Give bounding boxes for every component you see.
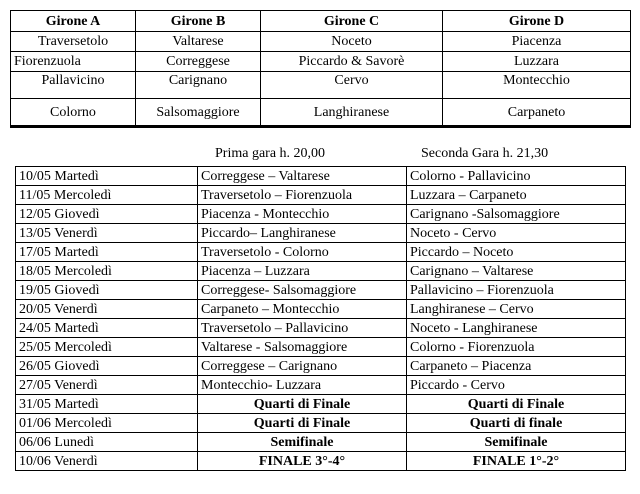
match-row <box>16 186 626 205</box>
groups-row <box>11 99 631 127</box>
groups-header-row <box>11 11 631 32</box>
match-row <box>16 167 626 186</box>
second-match-cell: Quarti di Finale <box>407 395 626 414</box>
date-cell: 24/05 Martedì <box>16 319 198 338</box>
schedule-table <box>15 166 626 471</box>
match-row <box>16 224 626 243</box>
match-row <box>16 243 626 262</box>
date-cell: 01/06 Mercoledì <box>16 414 198 433</box>
second-match-cell: Luzzara – Carpaneto <box>407 186 626 205</box>
final-row <box>16 395 626 414</box>
team-cell: Pallavicino <box>11 72 136 99</box>
first-match-cell: Piacenza – Luzzara <box>198 262 407 281</box>
date-cell: 12/05 Giovedì <box>16 205 198 224</box>
second-match-cell: Semifinale <box>407 433 626 452</box>
date-cell: 18/05 Mercoledì <box>16 262 198 281</box>
second-match-header: Seconda Gara h. 21,30 <box>421 146 549 161</box>
second-match-cell: Carpaneto – Piacenza <box>407 357 626 376</box>
final-row <box>16 433 626 452</box>
date-cell: 27/05 Venerdì <box>16 376 198 395</box>
second-match-cell: Noceto - Cervo <box>407 224 626 243</box>
first-match-cell: Traversetolo – Pallavicino <box>198 319 407 338</box>
date-cell: 06/06 Lunedì <box>16 433 198 452</box>
team-cell: Piacenza <box>443 32 631 52</box>
team-cell: Piccardo & Savorè <box>261 52 443 72</box>
team-cell: Fiorenzuola <box>11 52 136 72</box>
second-match-cell: Pallavicino – Fiorenzuola <box>407 281 626 300</box>
first-match-cell: Quarti di Finale <box>198 414 407 433</box>
team-cell: Salsomaggiore <box>136 99 261 127</box>
second-match-cell: Carignano -Salsomaggiore <box>407 205 626 224</box>
second-match-cell: Colorno - Pallavicino <box>407 167 626 186</box>
second-match-cell: Langhiranese – Cervo <box>407 300 626 319</box>
group-header: Girone A <box>11 11 136 32</box>
date-cell: 17/05 Martedì <box>16 243 198 262</box>
first-match-cell: Piacenza - Montecchio <box>198 205 407 224</box>
second-match-cell: FINALE 1°-2° <box>407 452 626 471</box>
team-cell: Luzzara <box>443 52 631 72</box>
match-row <box>16 357 626 376</box>
team-cell: Colorno <box>11 99 136 127</box>
first-match-cell: Correggese – Carignano <box>198 357 407 376</box>
second-match-cell: Piccardo – Noceto <box>407 243 626 262</box>
team-cell: Traversetolo <box>11 32 136 52</box>
first-match-cell: Quarti di Finale <box>198 395 407 414</box>
team-cell: Carpaneto <box>443 99 631 127</box>
first-match-cell: Carpaneto – Montecchio <box>198 300 407 319</box>
group-header: Girone B <box>136 11 261 32</box>
date-cell: 25/05 Mercoledì <box>16 338 198 357</box>
team-cell: Correggese <box>136 52 261 72</box>
first-match-cell: Piccardo– Langhiranese <box>198 224 407 243</box>
date-cell: 11/05 Mercoledì <box>16 186 198 205</box>
first-match-cell: Traversetolo - Colorno <box>198 243 407 262</box>
first-match-cell: Correggese – Valtarese <box>198 167 407 186</box>
team-cell: Valtarese <box>136 32 261 52</box>
match-row <box>16 338 626 357</box>
date-cell: 31/05 Martedì <box>16 395 198 414</box>
second-match-cell: Piccardo - Cervo <box>407 376 626 395</box>
group-header: Girone D <box>443 11 631 32</box>
match-row <box>16 376 626 395</box>
second-match-cell: Carignano – Valtarese <box>407 262 626 281</box>
date-cell: 19/05 Giovedì <box>16 281 198 300</box>
date-cell: 20/05 Venerdì <box>16 300 198 319</box>
date-cell: 10/05 Martedì <box>16 167 198 186</box>
match-row <box>16 205 626 224</box>
date-cell: 26/05 Giovedì <box>16 357 198 376</box>
team-cell: Montecchio <box>443 72 631 99</box>
groups-row <box>11 52 631 72</box>
match-row <box>16 262 626 281</box>
first-match-cell: Correggese- Salsomaggiore <box>198 281 407 300</box>
first-match-cell: FINALE 3°-4° <box>198 452 407 471</box>
team-cell: Noceto <box>261 32 443 52</box>
second-match-cell: Quarti di finale <box>407 414 626 433</box>
groups-row <box>11 32 631 52</box>
first-match-cell: Valtarese - Salsomaggiore <box>198 338 407 357</box>
match-row <box>16 319 626 338</box>
team-cell: Langhiranese <box>261 99 443 127</box>
date-cell: 13/05 Venerdì <box>16 224 198 243</box>
first-match-header: Prima gara h. 20,00 <box>215 146 326 161</box>
final-row <box>16 452 626 471</box>
match-row <box>16 281 626 300</box>
team-cell: Cervo <box>261 72 443 99</box>
second-match-cell: Noceto - Langhiranese <box>407 319 626 338</box>
date-cell: 10/06 Venerdì <box>16 452 198 471</box>
match-row <box>16 300 626 319</box>
first-match-cell: Traversetolo – Fiorenzuola <box>198 186 407 205</box>
second-match-cell: Colorno - Fiorenzuola <box>407 338 626 357</box>
team-cell: Carignano <box>136 72 261 99</box>
groups-table <box>10 10 631 128</box>
group-header: Girone C <box>261 11 443 32</box>
final-row <box>16 414 626 433</box>
groups-row <box>11 72 631 99</box>
first-match-cell: Montecchio- Luzzara <box>198 376 407 395</box>
first-match-cell: Semifinale <box>198 433 407 452</box>
